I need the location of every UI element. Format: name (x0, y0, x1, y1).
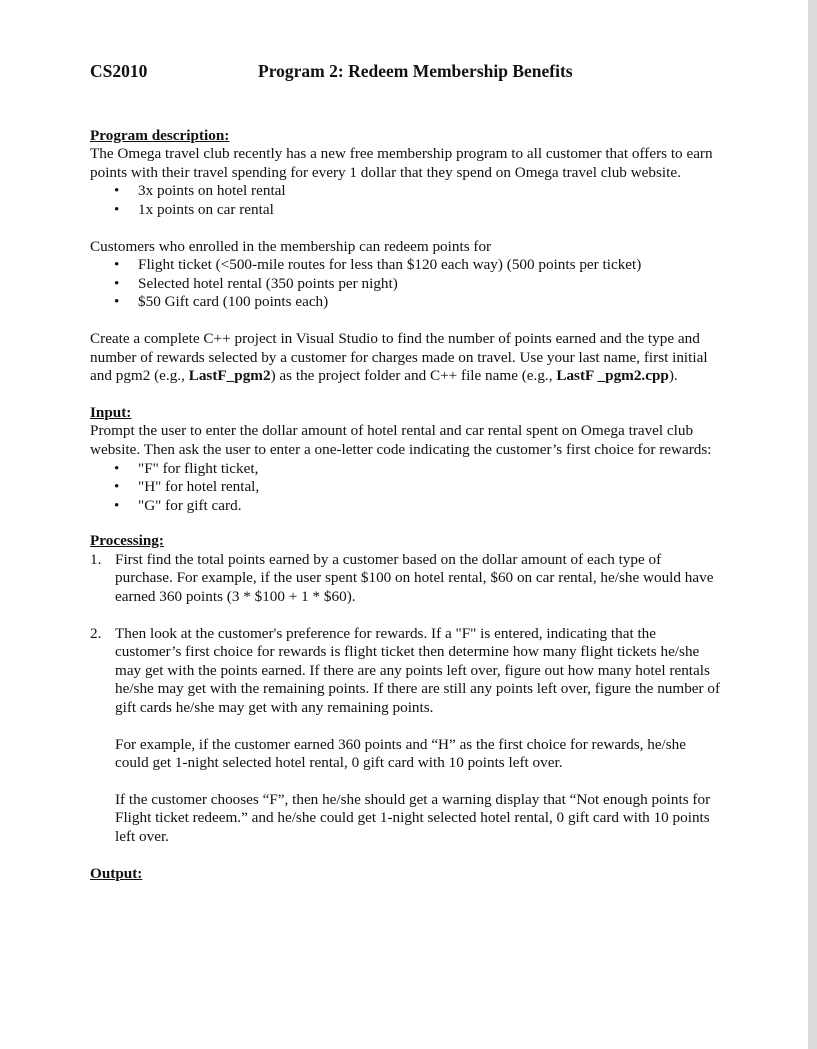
list-item: • $50 Gift card (100 points each) (90, 293, 722, 312)
redeem-intro: Customers who enrolled in the membership can redeem points for (90, 237, 492, 255)
processing-heading: Processing: (90, 532, 164, 550)
input-heading: Input: (90, 403, 132, 421)
list-item: • "F" for flight ticket, (90, 460, 722, 479)
processing-steps (90, 551, 722, 847)
output-heading: Output: (90, 864, 143, 882)
description-intro: The Omega travel club recently has a new free membership program to all customer that offers to earn points with their travel spending for every 1 dollar that they spend on Omega travel club website. (90, 145, 713, 181)
reward-code-list (90, 460, 722, 516)
project-instructions: Create a complete C++ project in Visual Studio to find the number of points earned and the type and number of rewards selected by a customer for charges made on travel. Use your last name, first initial and pgm2 (e.g., LastF_pgm2) as the project folder and C++ file name (e.g., LastF _pgm2.cpp). (90, 329, 708, 385)
list-item: • Flight ticket (<500-mile routes for less than $120 each way) (500 points per ticket) (90, 256, 722, 275)
list-item: • "H" for hotel rental, (90, 478, 722, 497)
course-code: CS2010 (90, 61, 148, 81)
project-folder-name: LastF_pgm2 (188, 367, 271, 385)
list-item: • Selected hotel rental (350 points per night) (90, 275, 722, 294)
step-item (90, 551, 722, 607)
description-heading: Program description: (90, 126, 230, 144)
example-flight: If the customer chooses “F”, then he/she should get a warning display that “Not enough points for Flight ticket redeem.” and he/she could get 1-night selected hotel rental, 0 gift card with 10 points left over. (115, 790, 711, 845)
input-description: Prompt the user to enter the dollar amount of hotel rental and car rental spent on Omega travel club website. Then ask the user to enter a one-letter code indicating the customer’s first choice for rewards: (90, 422, 712, 458)
earn-list (90, 182, 722, 219)
document-page (90, 62, 722, 883)
step-number: 1. (90, 550, 102, 568)
project-file-name: LastF _pgm2.cpp (556, 367, 669, 385)
redeem-list (90, 256, 722, 312)
page-title: Program 2: Redeem Membership Benefits (258, 61, 573, 81)
list-item: • 3x points on hotel rental (90, 182, 722, 201)
step-text: First find the total points earned by a customer based on the dollar amount of each type of purchase. For example, if the user spent $100 on hotel rental, $60 on car rental, he/she would have earned 360 points (3 * $100 + 1 * $60). (115, 550, 714, 606)
list-item: • "G" for gift card. (90, 497, 722, 516)
vertical-scrollbar[interactable] (808, 0, 817, 1049)
step-item (90, 625, 722, 847)
step-text: Then look at the customer's preference for rewards. If a "F" is entered, indicating that the customer’s first choice for rewards is flight ticket then determine how many flight tickets he/she may get with the points earned. If there are any points left over, figure out how many hotel rentals he/she may get with the remaining points. If there are still any points left over, figure the number of gift cards he/she may get with any remaining points. (115, 624, 721, 717)
step-number: 2. (90, 624, 102, 642)
page-header (90, 62, 722, 81)
list-item: • 1x points on car rental (90, 201, 722, 220)
example-hotel: For example, if the customer earned 360 points and “H” as the first choice for rewards, he/she could get 1-night selected hotel rental, 0 gift card with 10 points left over. (115, 735, 687, 772)
